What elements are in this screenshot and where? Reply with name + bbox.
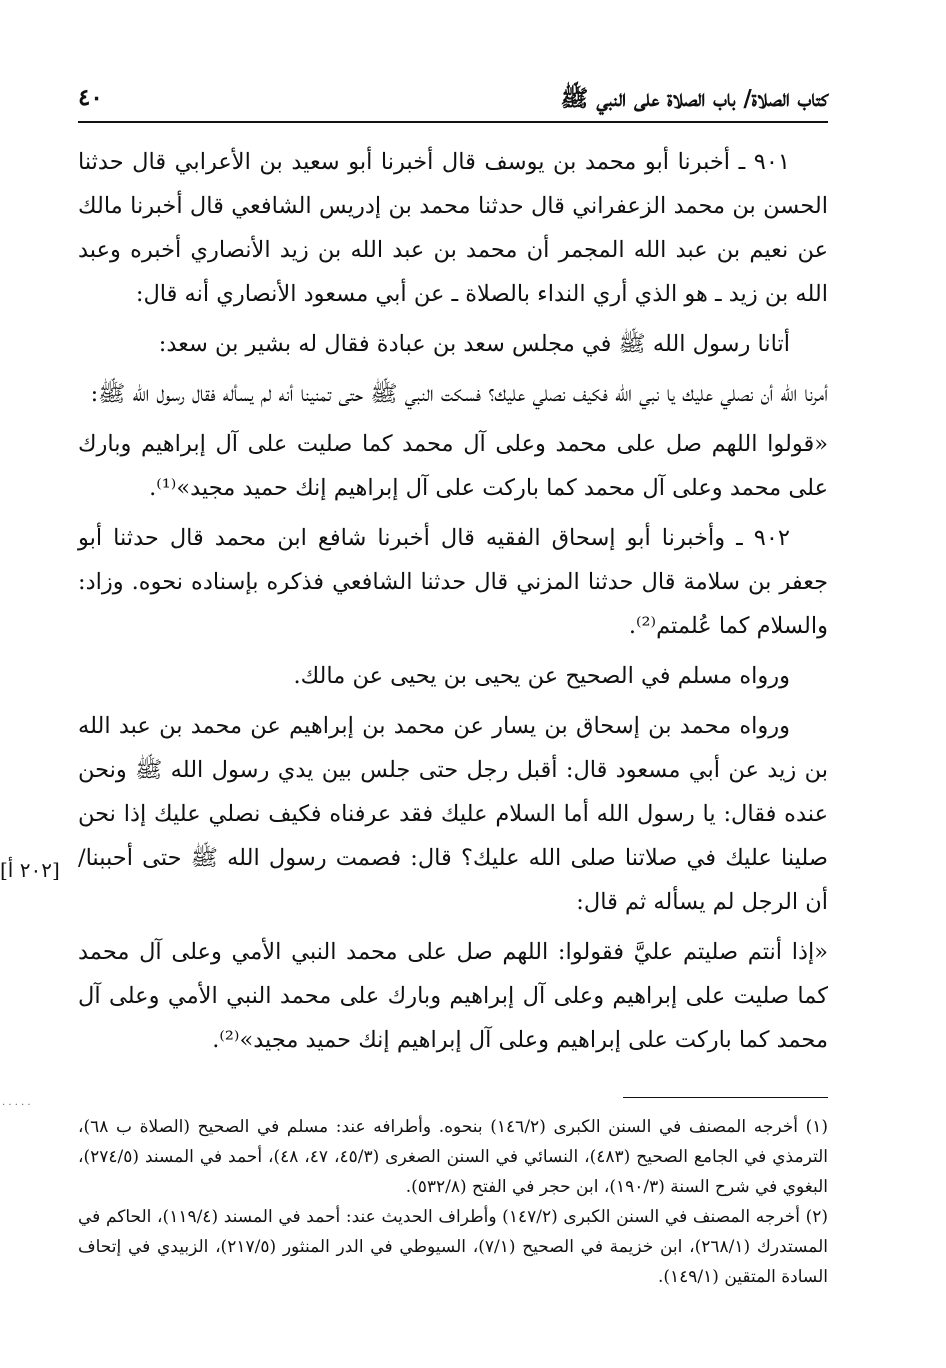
main-text [78,140,828,1068]
running-header [78,84,828,124]
header-rule [78,121,828,123]
hadith-902: ٩٠٢ ـ وأخبرنا أبو إسحاق الفقيه قال أخبرنا شافع ابن محمد قال حدثنا أبو جعفر بن سلامة قال حدثنا المزني قال حدثنا الشافعي فذكره بإسناده نحوه. وزاد: والسلام كما عُلمتم⁽²⁾. [78,525,828,639]
footnote-1: (١) أخرجه المصنف في السنن الكبرى (١٤٦/٢) بنحوه. وأطرافه عند: مسلم في الصحيح (الصلاة ب ٦٨)، الترمذي في الجامع الصحيح (٤٨٣)، النسائي في السنن الصغرى (٤٥/٣، ٤٧، ٤٨)، أحمد في المسند (٢٧٤/٥)، البغوي في شرح السنة (١٩٠/٣)، ابن حجر في الفتح (٥٣٢/٨). [78,1117,828,1197]
narration-line: أتانا رسول الله ﷺ في مجلس سعد بن عبادة فقال له بشير بن سعد: [158,331,790,357]
muslim-narration: ورواه مسلم في الصحيح عن يحيى بن يحيى عن مالك. [293,663,790,689]
footnote-rule [623,1097,828,1098]
footnotes [78,1112,828,1292]
prophet-answer: «قولوا اللهم صل على محمد وعلى آل محمد كما صليت على آل إبراهيم وبارك على محمد وعلى آل محمد كما باركت على آل إبراهيم إنك حميد مجيد»⁽¹⁾. [78,431,828,501]
page-number: ٤٠ [78,84,103,111]
ibn-ishaq-narration: ورواه محمد بن إسحاق بن يسار عن محمد بن إبراهيم عن محمد بن عبد الله بن زيد عن أبي مسعود قال: أقبل رجل حتى جلس بين يدي رسول الله ﷺ ونحن عنده فقال: يا رسول الله أما السلام عليك فقد عرفناه فكيف نصلي عليك إذا نحن صلينا عليك في صلاتنا صلى الله عليك؟ قال: فصمت رسول الله ﷺ حتى أحببنا/ أن الرجل لم يسأله ثم قال: [78,713,828,915]
hadith-901: ٩٠١ ـ أخبرنا أبو محمد بن يوسف قال أخبرنا أبو سعيد بن الأعرابي قال حدثنا الحسن بن محمد الزعفراني قال حدثنا محمد بن إدريس الشافعي قال أخبرنا مالك عن نعيم بن عبد الله المجمر أن محمد بن عبد الله بن زيد الأنصاري أخبره وعبد الله بن زيد ـ هو الذي أري النداء بالصلاة ـ عن أبي مسعود الأنصاري أنه قال: [78,149,828,307]
running-title: كتاب الصلاة/ باب الصلاة على النبي ﷺ [560,85,828,112]
salawat-text: «إذا أنتم صليتم عليَّ فقولوا: اللهم صل على محمد النبي الأمي وعلى آل محمد كما صليت على إبراهيم وعلى آل إبراهيم وبارك على محمد النبي الأمي وعلى آل محمد كما باركت على إبراهيم وعلى آل إبراهيم إنك حميد مجيد»⁽²⁾. [78,939,828,1053]
footnote-2: (٢) أخرجه المصنف في السنن الكبرى (١٤٧/٢) وأطراف الحديث عند: أحمد في المسند (١١٩/٤)، الحاكم في المستدرك (٢٦٨/١)، ابن خزيمة في الصحيح (٧/١)، السيوطي في الدر المنثور (٢١٧/٥)، الزبيدي في إتحاف السادة المتقين (١٤٩/١). [78,1207,829,1287]
scan-specks: · · · · · [2,1100,31,1111]
manuscript-folio-note: [٢٠٢ أ] [0,858,60,882]
narration-question: أمرنا الله أن نصلي عليك يا نبي الله فكيف نصلي عليك؟ فسكت النبي ﷺ حتى تمنينا أنه لم يسأله فقال رسول الله ﷺ: [90,381,828,407]
